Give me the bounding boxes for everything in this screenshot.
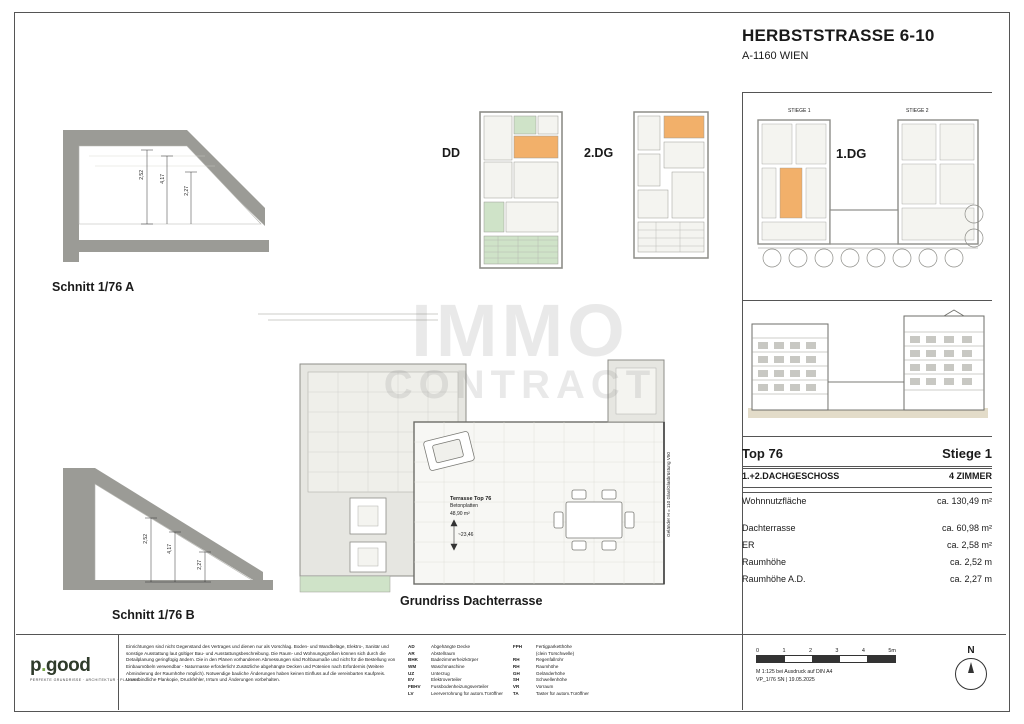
row-approx: ca. <box>949 574 962 584</box>
company-logo <box>30 655 140 682</box>
plan-2dg <box>632 110 710 260</box>
abbrev-key: AD <box>408 644 415 649</box>
divider-elevation <box>742 436 992 437</box>
table-row <box>742 520 992 537</box>
compass-needle-icon <box>968 662 974 673</box>
divider-footer-vert <box>742 634 743 710</box>
rooms-label: 4 ZIMMER <box>948 471 992 481</box>
plan-label-1dg: 1.DG <box>836 146 867 161</box>
row-key: Dachterrasse <box>742 523 796 533</box>
elevation-drawing <box>748 308 988 432</box>
abbrev-item <box>408 684 503 691</box>
abbrev-text: Fertigparketthöhe <box>535 644 572 649</box>
watermark-line1: IMMO <box>411 289 629 372</box>
abbreviations <box>408 644 589 697</box>
plan-stiege2-label: STIEGE 2 <box>906 108 929 114</box>
section-a-label: Schnitt 1/76 A <box>52 280 135 294</box>
row-approx: ca. <box>949 557 962 567</box>
logo-text <box>30 655 140 677</box>
disclaimer-text: Einrichtungen sind nicht Gegenstand des Vertrages und dienen nur als Vorschlag. Boden- und Wandbeläge, Elektro-, Sanitär und sonstige Ausstattung laut gültiger Bau- und Ausstattungsbeschreibung. Die Raum- und Wohnungsgrößen können sich durch die Detailplanung geringfügig ändern. Die in den Plänen vorhandenen Abmessungen sind Rohbaumaße und nicht für die Bestellung von Einbaumöbeln verwendbar - Naturmasse erforderlich! Zusätzliche abgehängte Decken und Potenien nach Erfordernis (Weitere Abminderung der Raumhöhe möglich). Notwendige bauliche Änderungen haben keinen Einfluss auf die vereinbarten Kaufpreis. Unverbindliche Plankopie, Druckfehler, Irrtum und Änderungen vorbehalten. <box>126 644 396 683</box>
abbrev-text: Fussbodenheizungsverteiler <box>431 683 489 689</box>
plan-stiege1-label: STIEGE 1 <box>788 108 811 114</box>
table-row <box>742 487 992 510</box>
legend-block <box>126 644 726 697</box>
divider-title <box>742 92 992 93</box>
abbrev-text: Abstellraum <box>431 650 456 656</box>
abbrev-text: Geländerhöhe <box>535 670 566 676</box>
row-value <box>942 523 992 533</box>
divider-footer <box>16 634 1006 635</box>
scale-note: M 1:125 bei Ausdruck auf DIN A4 <box>756 669 833 675</box>
plan-dd <box>478 110 564 270</box>
dim-a-3: 2,27 <box>184 186 190 196</box>
compass-icon <box>955 658 987 690</box>
divider-floorplans <box>742 300 992 301</box>
abbrev-key: SH <box>512 677 520 683</box>
abbrev-key: AR <box>408 650 415 656</box>
railing-label: Geländer H = 110 Glas/Glasbrüstung V50 <box>666 452 671 537</box>
abbrev-item <box>513 651 589 658</box>
abbrev-text: Regenfallrohr <box>535 657 564 663</box>
compass-north-label: N <box>967 645 975 656</box>
section-a-drawing <box>55 112 285 272</box>
dim-a-1: 2,52 <box>139 170 145 180</box>
row-key: Raumhöhe A.D. <box>742 574 806 584</box>
page-subtitle: A-1160 WIEN <box>742 50 809 62</box>
plan-label-dd: DD <box>442 146 461 160</box>
logo-tagline: PERFEKTE GRUNDRISSE · ARCHITEKTUR · PLANUNG <box>30 678 141 682</box>
abbrev-key: BHK <box>408 657 418 663</box>
abbrev-key: RH <box>512 663 520 669</box>
scale-tick: 3 <box>835 648 839 654</box>
apartment-data-table <box>742 446 992 588</box>
row-approx: ca. <box>936 496 949 506</box>
abbrev-key <box>513 651 533 658</box>
abbrev-item <box>513 671 589 678</box>
section-b-label: Schnitt 1/76 B <box>112 608 195 622</box>
dim-b-2: 4,17 <box>167 544 173 554</box>
plan-label-2dg: 2.DG <box>584 146 614 160</box>
abbrev-key: RH <box>512 657 520 663</box>
abbrev-text: Unterzug <box>431 670 450 676</box>
abbrev-key: WM <box>408 663 417 669</box>
abbrev-text: Vorraum <box>535 683 554 689</box>
scale-tick: 4 <box>861 648 865 654</box>
abbrev-text: Waschmaschine <box>431 663 465 669</box>
dim-b-3: 2,27 <box>197 560 203 570</box>
scale-ticks <box>756 648 896 654</box>
abbrev-key: FPH <box>512 644 523 649</box>
abbrev-text: Leerverrohrung für autom.Türöffner <box>431 690 503 696</box>
abbrev-column-2 <box>513 644 589 697</box>
dim-a-2: 4,17 <box>160 174 166 184</box>
scale-tick: 2 <box>808 648 812 654</box>
abbrev-key: EV <box>408 677 415 683</box>
scale-tick: 5m <box>888 648 896 654</box>
abbrev-key: FBHV <box>408 683 421 689</box>
row-amount: 60,98 m² <box>956 523 992 533</box>
scale-tick: 1 <box>782 648 786 654</box>
abbrev-key: VR <box>512 683 520 689</box>
scale-tick: 0 <box>756 648 760 654</box>
abbrev-key: UZ <box>408 670 415 676</box>
row-approx: ca. <box>941 523 954 533</box>
table-row <box>742 537 992 554</box>
abbrev-item <box>408 664 503 671</box>
abbrev-text: Abgehängte Decke <box>431 644 471 649</box>
abbrev-text: Elektroverteiler <box>431 677 462 683</box>
terrace-arrow-dim: ~23,46 <box>458 532 474 538</box>
abbrev-item <box>513 657 589 664</box>
terrace-note-line2: Betonplatten <box>450 503 479 510</box>
table-row <box>742 554 992 571</box>
abbrev-item <box>408 691 503 698</box>
dim-b-1: 2,52 <box>143 534 149 544</box>
plan-1dg-site <box>752 114 984 280</box>
abbrev-text: Taster für autom.Türöffner <box>535 690 589 696</box>
abbrev-item <box>408 657 503 664</box>
abbrev-item <box>408 651 503 658</box>
top-number: Top 76 <box>742 446 783 461</box>
compass-rose <box>950 645 992 690</box>
row-value <box>950 557 992 567</box>
abbrev-text: (clein Türschwelle) <box>535 650 575 656</box>
compass-needle-south-icon <box>968 675 974 686</box>
stiege-number: Stiege 1 <box>942 446 992 461</box>
grundriss-label: Grundriss Dachterrasse <box>400 594 543 608</box>
row-value <box>947 540 992 550</box>
logo-dot: . <box>41 655 46 676</box>
plan-version-note: VP_1/76 SN | 19.05.2025 <box>756 677 815 683</box>
watermark <box>310 289 730 416</box>
abbrev-key: LV <box>408 690 414 696</box>
row-key: Wohnnutzfläche <box>742 496 807 506</box>
abbrev-item <box>513 664 589 671</box>
row-value <box>937 496 992 506</box>
abbrev-column-1 <box>408 644 503 697</box>
abbrev-key: GH <box>512 670 520 676</box>
row-approx: ca. <box>946 540 959 550</box>
row-key: Raumhöhe <box>742 557 787 567</box>
abbrev-text: Schwellenhöhe <box>535 677 568 683</box>
logo-good: good <box>45 655 91 676</box>
scale-bar-graphic <box>756 655 896 663</box>
page-title: HERBSTSTRASSE 6-10 <box>742 26 935 45</box>
table-row <box>742 571 992 588</box>
abbrev-item <box>513 684 589 691</box>
row-amount: 2,52 m <box>964 557 992 567</box>
row-amount: 130,49 m² <box>951 496 992 506</box>
abbrev-item <box>513 677 589 684</box>
abbrev-item <box>408 644 503 651</box>
abbrev-item <box>408 671 503 678</box>
terrace-note-line3: 48,90 m² <box>450 510 470 517</box>
terrace-note <box>450 496 491 518</box>
watermark-line2: CONTRACT <box>383 363 657 408</box>
abbrev-item <box>513 691 589 698</box>
abbrev-item <box>513 644 589 651</box>
abbrev-text: Badezimmerheizkörper <box>431 657 479 663</box>
abbrev-text: Raumhöhe <box>535 663 559 669</box>
scale-bar <box>756 648 896 683</box>
title-block <box>742 26 992 62</box>
row-value <box>950 574 992 584</box>
row-amount: 2,58 m² <box>961 540 992 550</box>
row-key: ER <box>742 540 755 550</box>
abbrev-key: TA <box>512 690 519 696</box>
section-b-drawing <box>55 440 285 600</box>
floor-label: 1.+2.DACHGESCHOSS <box>742 471 840 481</box>
row-amount: 2,27 m <box>964 574 992 584</box>
logo-p: p <box>30 655 42 676</box>
abbrev-item <box>408 677 503 684</box>
terrace-note-line1: Terrasse Top 76 <box>450 496 492 502</box>
